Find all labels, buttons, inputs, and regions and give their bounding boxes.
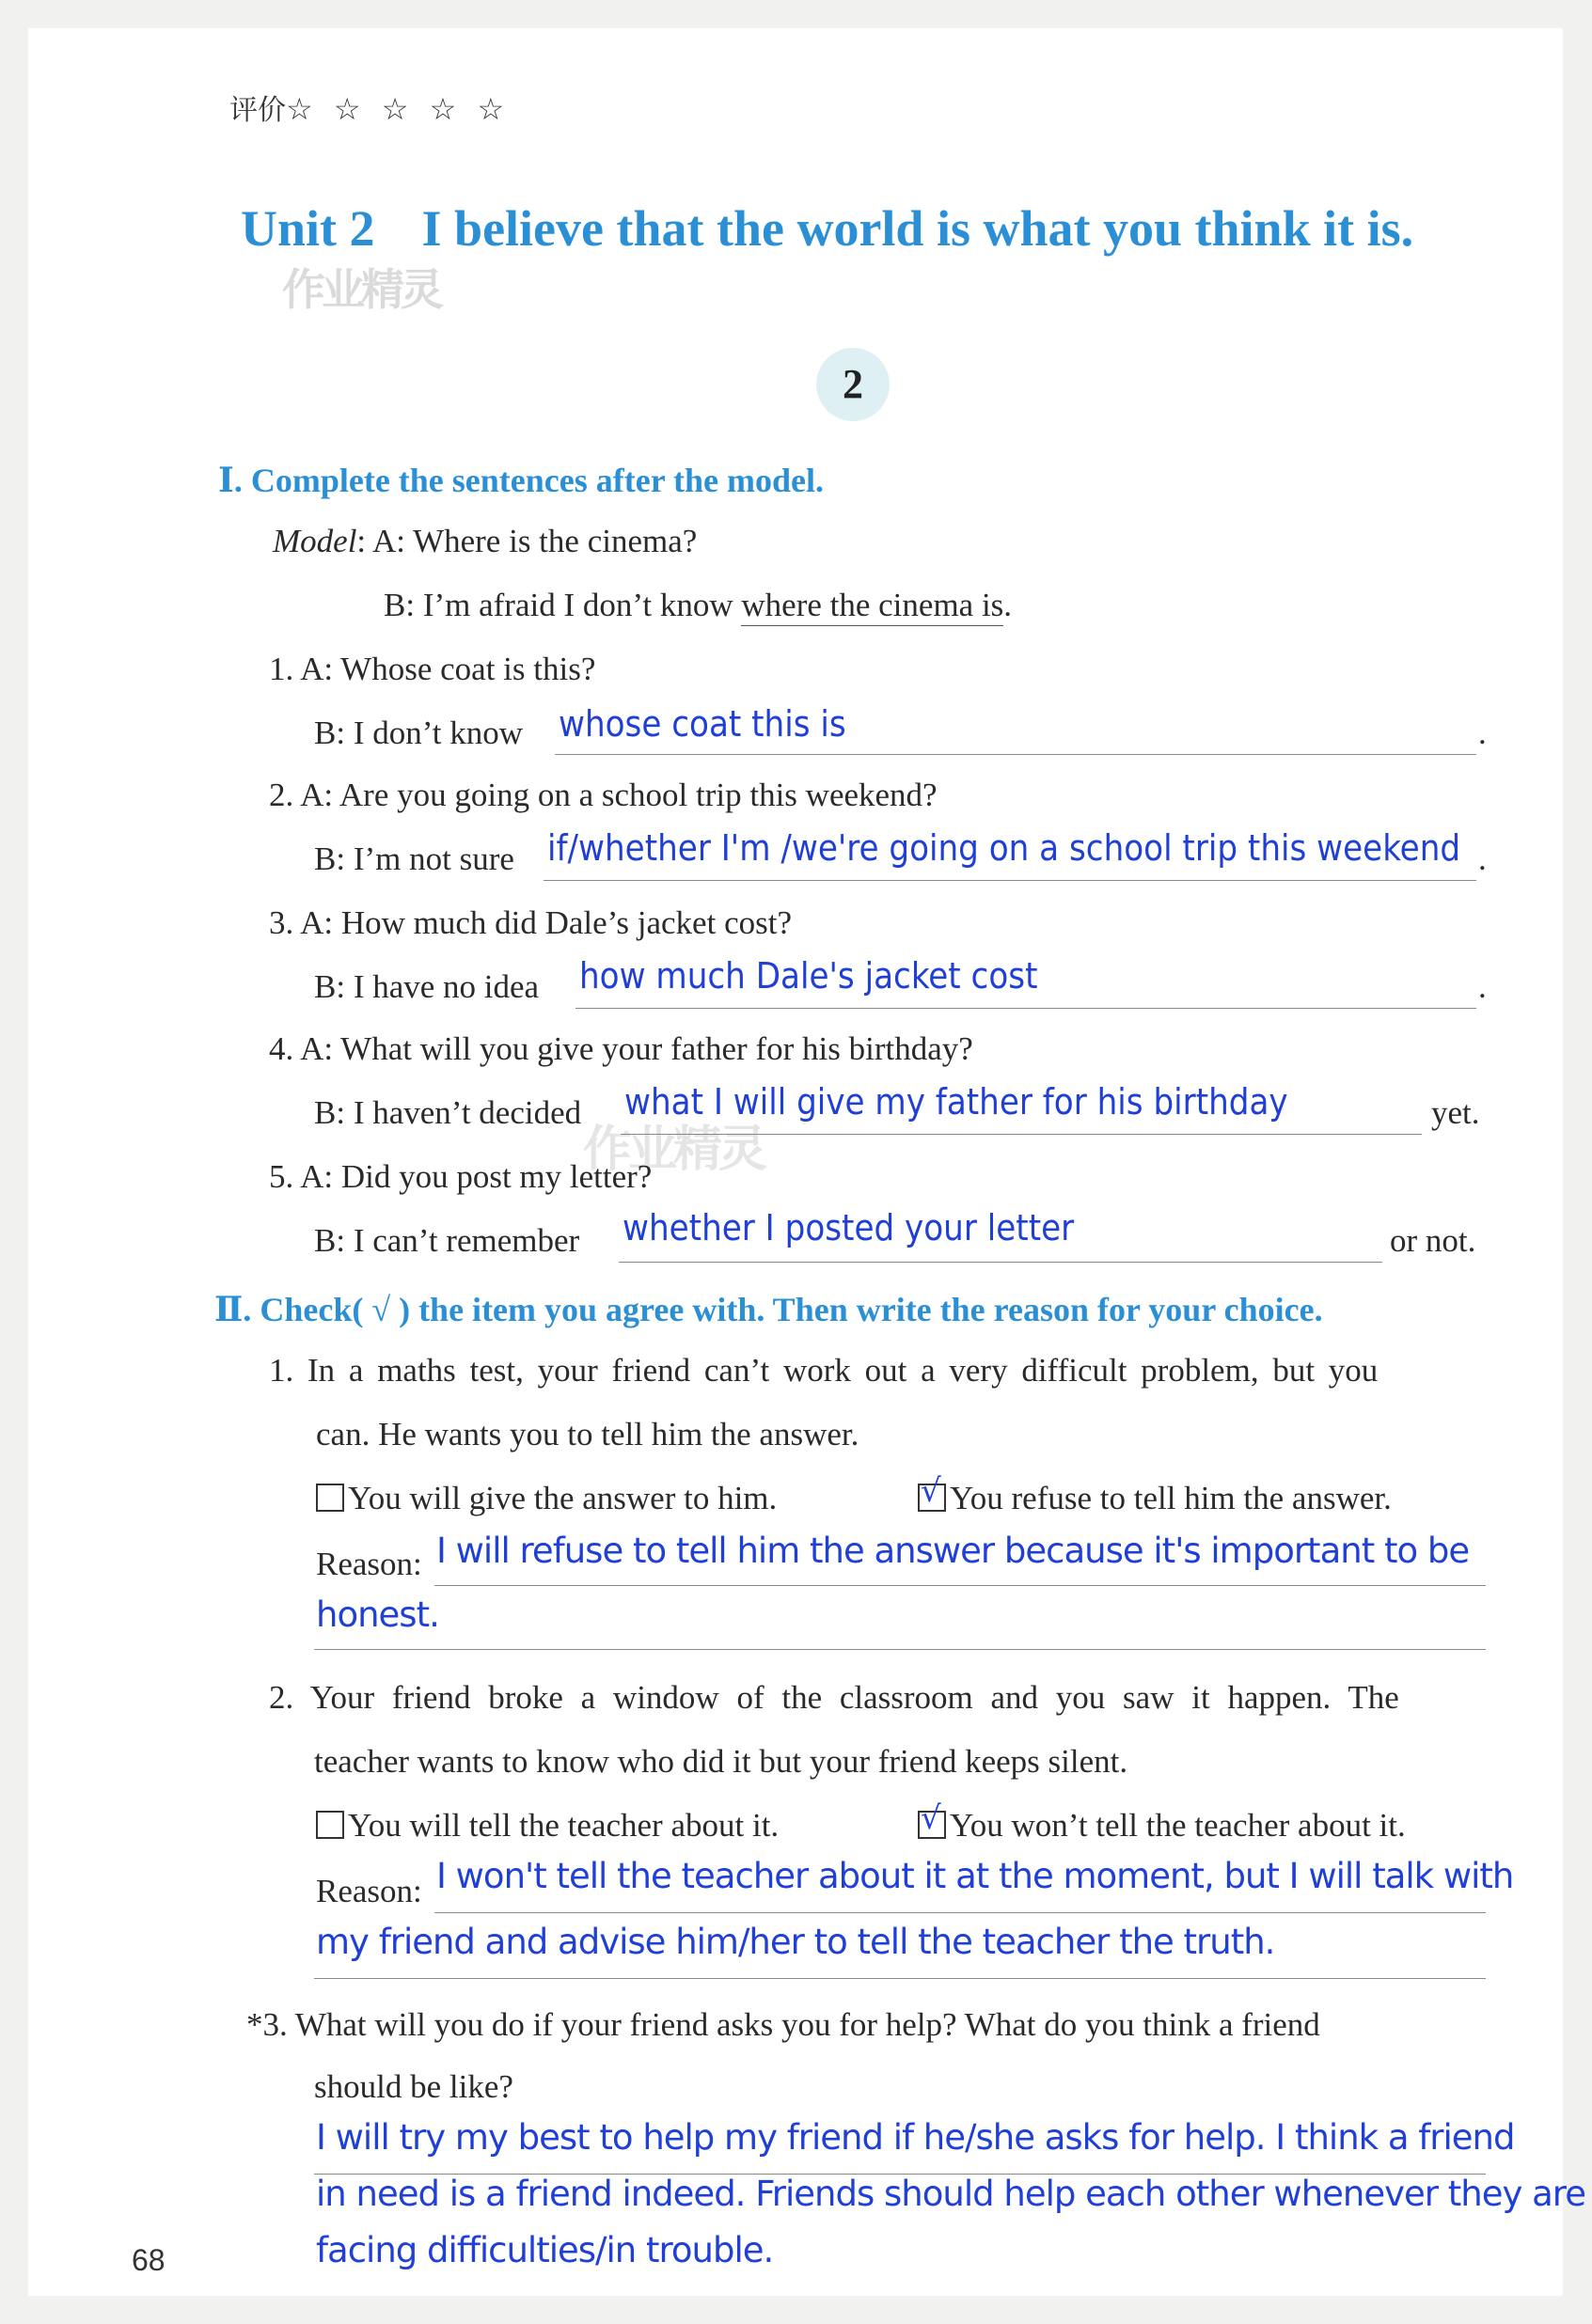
q2-option-b[interactable]	[918, 1799, 1406, 1845]
watermark: 作业精灵	[583, 1122, 764, 1178]
q2-option-b-label: You won’t tell the teacher about it.	[950, 1807, 1406, 1844]
item3-end: .	[1478, 968, 1487, 1005]
item2-prompt: B: I’m not sure	[314, 840, 514, 877]
page-number: 68	[132, 2243, 166, 2277]
rating-stars: ☆ ☆ ☆ ☆ ☆	[286, 91, 511, 127]
q2-reason-label: Reason:	[316, 1873, 422, 1909]
answer-line	[314, 1649, 1486, 1650]
unit-title-text: I believe that the world is what you think it is.	[421, 200, 1414, 257]
q1-reason-line2[interactable]: honest.	[316, 1594, 439, 1635]
q3-line1: *3. What will you do if your friend asks you for help? What do you think a friend	[246, 2006, 1320, 2043]
q3-line2: should be like?	[314, 2068, 513, 2105]
answer-line	[575, 1008, 1476, 1009]
model-b-suffix: .	[1003, 587, 1013, 623]
q2-reason-line2[interactable]: my friend and advise him/her to tell the teacher the truth.	[316, 1922, 1275, 1962]
item4-question: 4. A: What will you give your father for his birthday?	[269, 1030, 973, 1067]
section1-heading: Ⅰ. Complete the sentences after the model.	[218, 462, 825, 499]
answer-line	[434, 1912, 1486, 1913]
q2-line1: 2. Your friend broke a window of the classroom and you saw it happen. The	[269, 1679, 1399, 1716]
model-a-text: : A: Where is the cinema?	[356, 523, 698, 559]
answer-line	[555, 754, 1476, 755]
answer-line	[619, 1262, 1382, 1263]
item5-prompt: B: I can’t remember	[314, 1222, 580, 1259]
q1-option-b-label: You refuse to tell him the answer.	[950, 1480, 1392, 1516]
item4-answer[interactable]: what I will give my father for his birthday	[624, 1081, 1288, 1123]
item5-end: or not.	[1390, 1222, 1476, 1259]
model-b	[384, 587, 1012, 624]
item2-answer[interactable]: if/whether I'm /we're going on a school trip this weekend	[547, 827, 1461, 869]
checkbox-checked[interactable]	[918, 1799, 946, 1839]
item1-question: 1. A: Whose coat is this?	[269, 651, 596, 687]
item4-end: yet.	[1431, 1094, 1480, 1131]
item1-answer[interactable]: whose coat this is	[559, 703, 846, 745]
item5-answer[interactable]: whether I posted your letter	[623, 1207, 1075, 1248]
checkbox-unchecked[interactable]	[316, 1484, 344, 1512]
model-b-prefix: B: I’m afraid I don’t know	[384, 587, 733, 623]
checkbox-unchecked[interactable]	[316, 1811, 344, 1839]
model-a	[273, 523, 697, 560]
answer-line	[621, 1134, 1422, 1135]
item3-question: 3. A: How much did Dale’s jacket cost?	[269, 904, 792, 941]
q2-option-a-label: You will tell the teacher about it.	[348, 1807, 780, 1844]
rating-label: 评价	[229, 94, 286, 127]
q3-answer-line3[interactable]: facing difficulties/in trouble.	[316, 2230, 774, 2270]
item5-question: 5. A: Did you post my letter?	[269, 1158, 653, 1195]
item2-question: 2. A: Are you going on a school trip this weekend?	[269, 777, 938, 813]
model-b-answer: where the cinema is	[741, 587, 1003, 626]
item1-end: .	[1478, 714, 1487, 751]
q2-option-a[interactable]	[316, 1807, 779, 1845]
q1-line1: 1. In a maths test, your friend can’t work out a very difficult problem, but you	[269, 1352, 1379, 1389]
item4-prompt: B: I haven’t decided	[314, 1094, 582, 1131]
q2-reason-line1[interactable]: I won't tell the teacher about it at the moment, but I will talk with	[436, 1856, 1514, 1896]
check-icon: √	[921, 1799, 941, 1837]
unit-number: Unit 2	[241, 200, 375, 257]
q1-option-b[interactable]	[918, 1472, 1392, 1517]
answer-line	[434, 1585, 1486, 1586]
answer-line	[314, 1978, 1486, 1979]
item1-prompt: B: I don’t know	[314, 714, 523, 751]
check-icon: √	[921, 1472, 941, 1510]
q2-line2: teacher wants to know who did it but your friend keeps silent.	[314, 1743, 1128, 1780]
unit-title	[241, 199, 1413, 258]
item2-end: .	[1478, 840, 1487, 877]
model-label: Model	[273, 523, 357, 559]
checkbox-checked[interactable]	[918, 1472, 946, 1512]
q3-answer-line2[interactable]: in need is a friend indeed. Friends should help each other whenever they are	[316, 2174, 1585, 2214]
q1-option-a-label: You will give the answer to him.	[348, 1480, 778, 1516]
item3-prompt: B: I have no idea	[314, 968, 540, 1005]
q1-reason-label: Reason:	[316, 1546, 422, 1582]
item3-answer[interactable]: how much Dale's jacket cost	[579, 955, 1038, 997]
lesson-number-badge: 2	[816, 348, 890, 421]
rating	[229, 86, 510, 128]
q3-answer-line1[interactable]: I will try my best to help my friend if he/she asks for help. I think a friend	[316, 2117, 1515, 2158]
answer-line	[544, 880, 1476, 881]
q1-option-a[interactable]	[316, 1480, 777, 1517]
watermark: 作业精灵	[282, 264, 440, 315]
q1-line2: can. He wants you to tell him the answer.	[316, 1416, 859, 1452]
section2-heading: Ⅱ. Check( √ ) the item you agree with. Then write the reason for your choice.	[214, 1291, 1323, 1328]
q1-reason-line1[interactable]: I will refuse to tell him the answer because it's important to be	[436, 1531, 1470, 1571]
